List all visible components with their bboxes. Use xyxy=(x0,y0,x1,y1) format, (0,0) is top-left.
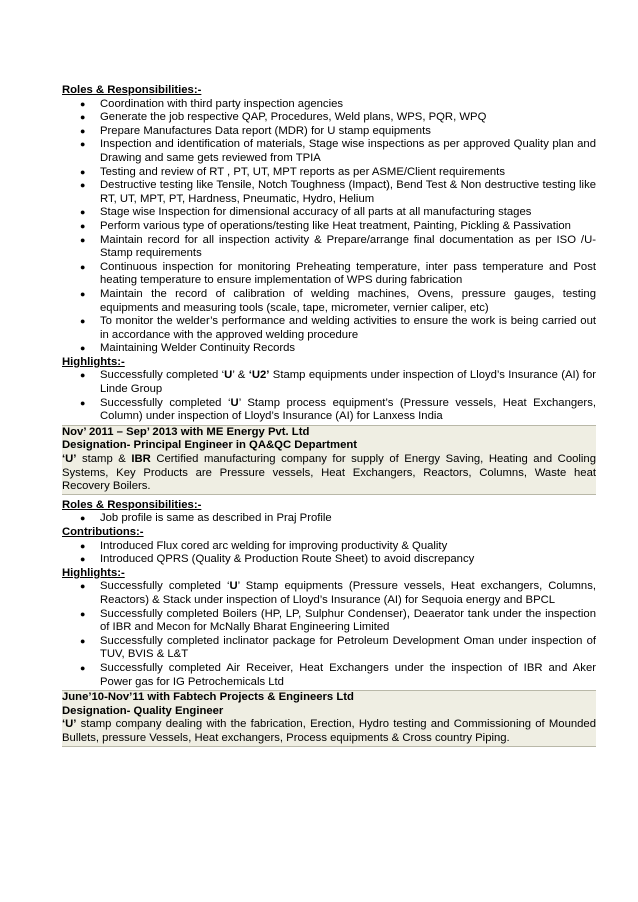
bullet-icon: ● xyxy=(80,207,86,218)
list-item: ● Stage wise Inspection for dimensional accuracy of all parts at all manufacturing stages xyxy=(80,206,532,219)
bullet-icon: ● xyxy=(80,125,86,136)
contributions-heading: Contributions:- xyxy=(62,526,144,538)
list-item: ● Maintain the record of calibration of welding machines, Ovens, pressure gauges, testing equipments and measuring tools (scale, tape, micrometer, vernier caliper, etc) xyxy=(80,287,596,314)
list-item: ● Successfully completed inclinator package for Petroleum Development Oman under inspection of TUV, BVIS & L&T xyxy=(80,634,596,661)
roles-list xyxy=(62,512,596,526)
roles-list xyxy=(62,98,596,356)
bullet-icon: ● xyxy=(80,370,86,381)
list-item: ● Successfully completed ‘U’ Stamp process equipment’s (Pressure vessels, Heat Exchangers, Column) under inspection of Lloyd’s Insurance (AI) for Lanxess India xyxy=(80,396,596,423)
bullet-icon: ● xyxy=(80,220,86,231)
list-item: ● Continuous inspection for monitoring Preheating temperature, inter pass temperature and Post heating temperature to ensure implementation of WPS during fabrication xyxy=(80,260,596,287)
bullet-icon: ● xyxy=(80,554,86,565)
list-item: ● Successfully completed Boilers (HP, LP, Sulphur Condenser), Deaerator tank under the inspection of IBR and Mecon for McNally Bharat Engineering Limited xyxy=(80,607,596,634)
job-period: Nov’ 2011 – Sep’ 2013 with ME Energy Pvt. Ltd xyxy=(62,425,310,438)
job-header-me-energy xyxy=(62,425,596,495)
list-item: ● Successfully completed ‘U’ & ‘U2’ Stamp equipments under inspection of Lloyd’s Insurance (AI) for Linde Group xyxy=(80,369,596,396)
highlights-heading: Highlights:- xyxy=(62,566,125,579)
bullet-icon: ● xyxy=(80,316,86,327)
list-item: ● Generate the job respective QAP, Procedures, Weld plans, WPS, PQR, WPQ xyxy=(80,111,487,124)
highlights-list xyxy=(62,580,596,689)
list-item: ● Introduced Flux cored arc welding for improving productivity & Quality xyxy=(80,539,448,552)
highlights-heading: Highlights:- xyxy=(62,355,125,368)
roles-heading: Roles & Responsibilities:- xyxy=(62,84,202,96)
bullet-icon: ● xyxy=(80,343,86,354)
list-item: ● Prepare Manufactures Data report (MDR) for U stamp equipments xyxy=(80,124,431,137)
bullet-icon: ● xyxy=(80,513,86,524)
job-header-fabtech xyxy=(62,690,596,746)
list-item: ● Coordination with third party inspection agencies xyxy=(80,97,344,110)
list-item: ● Successfully completed ‘U’ Stamp equipments (Pressure vessels, Heat exchangers, Columns, Reactors) & Stack under inspection of Lloyd’s Insurance (AI) for Sequoia energy and BPCL xyxy=(80,580,596,606)
bullet-icon: ● xyxy=(80,540,86,551)
list-item: ● Testing and review of RT , PT, UT, MPT reports as per ASME/Client requirements xyxy=(80,165,505,178)
list-item: ● Inspection and identification of materials, Stage wise inspections as per approved Quality plan and Drawing and same gets reviewed from TPIA xyxy=(80,138,596,164)
list-item: ● Destructive testing like Tensile, Notch Toughness (Impact), Bend Test & Non destructive testing like RT, UT, MPT, PT, Hardness, Pneumatic, Hydro, Helium xyxy=(80,179,596,205)
bullet-icon: ● xyxy=(80,139,86,150)
bullet-icon: ● xyxy=(80,112,86,123)
bullet-icon: ● xyxy=(80,166,86,177)
bullet-icon: ● xyxy=(80,397,86,408)
contributions-list xyxy=(62,540,596,567)
bullet-icon: ● xyxy=(80,581,86,592)
job-designation: Designation- Principal Engineer in QA&QC Department xyxy=(62,439,358,452)
list-item: ● Perform various type of operations/testing like Heat treatment, Painting, Pickling & Passivation xyxy=(80,219,571,232)
highlights-list xyxy=(62,369,596,423)
roles-heading: Roles & Responsibilities:- xyxy=(62,498,202,511)
list-item: ● Maintaining Welder Continuity Records xyxy=(80,342,296,355)
job-designation: Designation- Quality Engineer xyxy=(62,704,224,717)
company-description: ‘U’ stamp & IBR Certified manufacturing company for supply of Energy Saving, Heating and Cooling Systems, Key Products are Pressure vessels, Heat Exchangers, Reactors, Columns, Waste heat Recovery Boilers. xyxy=(62,453,596,493)
job-period: June’10-Nov’11 with Fabtech Projects & Engineers Ltd xyxy=(62,691,354,704)
list-item: ● Job profile is same as described in Praj Profile xyxy=(80,512,332,525)
bullet-icon: ● xyxy=(80,608,86,619)
bullet-icon: ● xyxy=(80,662,86,673)
list-item: ● Maintain record for all inspection activity & Prepare/arrange final documentation as per ISO /U-Stamp requirements xyxy=(80,233,596,260)
list-item: ● Introduced QPRS (Quality & Production Route Sheet) to avoid discrepancy xyxy=(80,553,475,566)
bullet-icon: ● xyxy=(80,234,86,245)
bullet-icon: ● xyxy=(80,288,86,299)
bullet-icon: ● xyxy=(80,261,86,272)
list-item: ● To monitor the welder’s performance and welding activities to ensure the work is being carried out in accordance with the approved welding procedure xyxy=(80,315,596,341)
list-item: ● Successfully completed Air Receiver, Heat Exchangers under the inspection of IBR and Aker Power gas for IG Petrochemicals Ltd xyxy=(80,661,596,688)
bullet-icon: ● xyxy=(80,98,86,109)
company-description: ‘U’ stamp company dealing with the fabrication, Erection, Hydro testing and Commissioning of Mounded Bullets, pressure Vessels, Heat exchangers, Process equipments & Cross country Piping. xyxy=(62,718,596,744)
bullet-icon: ● xyxy=(80,180,86,191)
bullet-icon: ● xyxy=(80,635,86,646)
